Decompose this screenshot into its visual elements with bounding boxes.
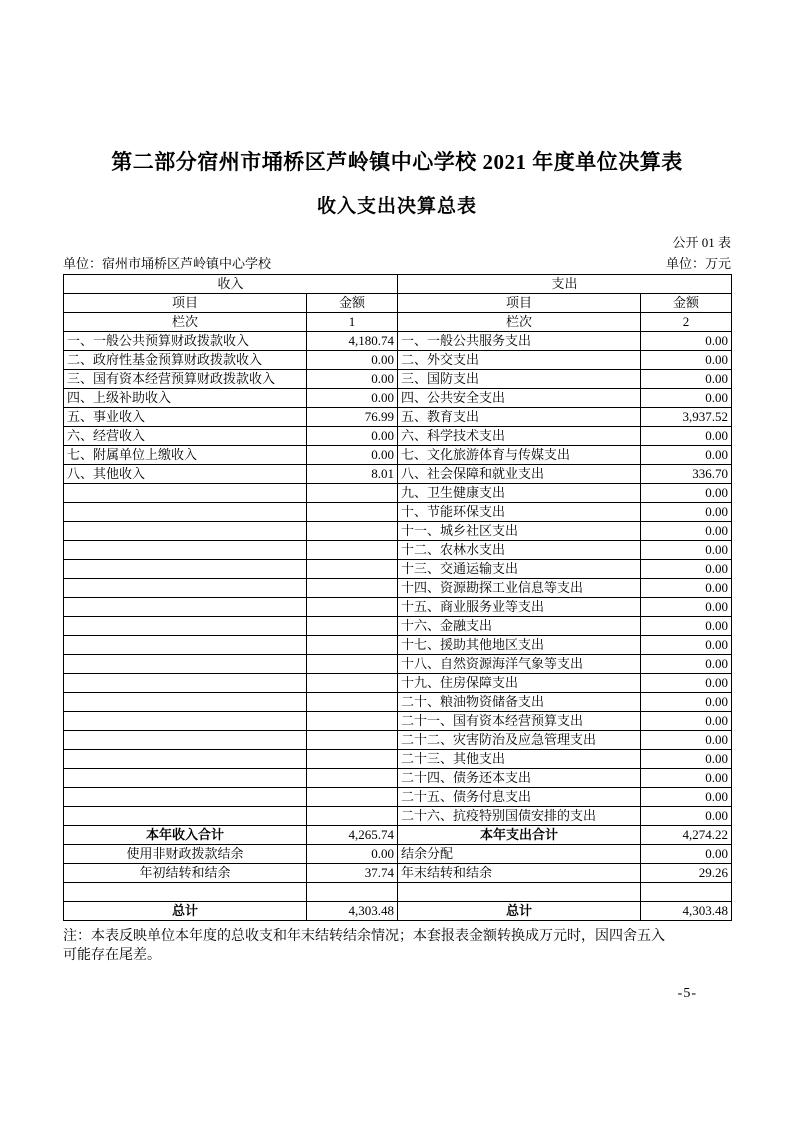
expense-amount-cell: 0.00 bbox=[641, 389, 732, 408]
income-item-cell: 使用非财政拨款结余 bbox=[64, 845, 307, 864]
expense-item-cell: 八、社会保障和就业支出 bbox=[398, 465, 641, 484]
table-row bbox=[64, 712, 732, 731]
expense-amount-cell: 29.26 bbox=[641, 864, 732, 883]
expense-item-cell: 十、节能环保支出 bbox=[398, 503, 641, 522]
expense-amount-cell: 0.00 bbox=[641, 598, 732, 617]
income-column-index-label: 栏次 bbox=[64, 313, 307, 332]
expense-amount-cell: 0.00 bbox=[641, 541, 732, 560]
income-item-cell bbox=[64, 560, 307, 579]
expense-item-cell: 十九、住房保障支出 bbox=[398, 674, 641, 693]
footnote: 注：本表反映单位本年度的总收支和年末结转结余情况；本套报表金额转换成万元时，因四舍五入可能存在尾差。 bbox=[63, 929, 665, 963]
income-item-cell: 二、政府性基金预算财政拨款收入 bbox=[64, 351, 307, 370]
expense-amount-cell: 0.00 bbox=[641, 427, 732, 446]
expense-item-cell: 二十、粮油物资储备支出 bbox=[398, 693, 641, 712]
expense-item-cell: 二十六、抗疫特别国债安排的支出 bbox=[398, 807, 641, 826]
expense-item-cell: 年末结转和结余 bbox=[398, 864, 641, 883]
income-amount-cell bbox=[307, 883, 398, 902]
unit-name: 单位：宿州市埇桥区芦岭镇中心学校 bbox=[63, 256, 272, 271]
table-row bbox=[64, 731, 732, 750]
expense-item-cell: 十二、农林水支出 bbox=[398, 541, 641, 560]
income-amount-cell bbox=[307, 674, 398, 693]
expense-item-cell: 四、公共安全支出 bbox=[398, 389, 641, 408]
expense-item-cell: 二十五、债务付息支出 bbox=[398, 788, 641, 807]
income-item-cell bbox=[64, 598, 307, 617]
expense-amount-cell: 0.00 bbox=[641, 788, 732, 807]
table-body bbox=[64, 332, 732, 921]
table-row bbox=[64, 446, 732, 465]
table-row bbox=[64, 503, 732, 522]
table-row bbox=[64, 484, 732, 503]
table-row bbox=[64, 750, 732, 769]
expense-item-cell: 一、一般公共服务支出 bbox=[398, 332, 641, 351]
column-header-row bbox=[64, 294, 732, 313]
table-row bbox=[64, 598, 732, 617]
income-amount-cell bbox=[307, 522, 398, 541]
table-row bbox=[64, 636, 732, 655]
expense-item-cell: 三、国防支出 bbox=[398, 370, 641, 389]
expense-item-cell: 二十二、灾害防治及应急管理支出 bbox=[398, 731, 641, 750]
expense-amount-cell: 4,274.22 bbox=[641, 826, 732, 845]
income-amount-cell bbox=[307, 750, 398, 769]
income-item-cell bbox=[64, 731, 307, 750]
income-amount-cell: 0.00 bbox=[307, 389, 398, 408]
expense-item-cell: 六、科学技术支出 bbox=[398, 427, 641, 446]
income-amount-cell: 37.74 bbox=[307, 864, 398, 883]
expense-amount-cell: 0.00 bbox=[641, 522, 732, 541]
column-index-row bbox=[64, 313, 732, 332]
expense-item-cell bbox=[398, 883, 641, 902]
income-item-cell bbox=[64, 807, 307, 826]
table-row bbox=[64, 332, 732, 351]
expense-amount-cell: 0.00 bbox=[641, 693, 732, 712]
income-amount-cell bbox=[307, 788, 398, 807]
expense-amount-cell: 3,937.52 bbox=[641, 408, 732, 427]
income-item-cell: 三、国有资本经营预算财政拨款收入 bbox=[64, 370, 307, 389]
expense-amount-cell: 0.00 bbox=[641, 636, 732, 655]
income-expense-table bbox=[63, 274, 732, 921]
expense-item-cell: 七、文化旅游体育与传媒支出 bbox=[398, 446, 641, 465]
expense-item-cell: 十四、资源勘探工业信息等支出 bbox=[398, 579, 641, 598]
expense-item-cell: 十一、城乡社区支出 bbox=[398, 522, 641, 541]
expense-item-cell: 五、教育支出 bbox=[398, 408, 641, 427]
table-row bbox=[64, 769, 732, 788]
expense-item-cell: 二十一、国有资本经营预算支出 bbox=[398, 712, 641, 731]
expense-item-cell: 总计 bbox=[398, 902, 641, 921]
income-item-cell bbox=[64, 712, 307, 731]
income-item-cell bbox=[64, 655, 307, 674]
expense-item-cell: 二十四、债务还本支出 bbox=[398, 769, 641, 788]
expense-amount-cell: 0.00 bbox=[641, 446, 732, 465]
expense-amount-cell: 0.00 bbox=[641, 845, 732, 864]
table-row bbox=[64, 351, 732, 370]
expense-item-header: 项目 bbox=[398, 294, 641, 313]
expense-item-cell: 十三、交通运输支出 bbox=[398, 560, 641, 579]
expense-item-cell: 结余分配 bbox=[398, 845, 641, 864]
table-row bbox=[64, 579, 732, 598]
income-item-cell bbox=[64, 503, 307, 522]
expense-column-index-label: 栏次 bbox=[398, 313, 641, 332]
expense-item-cell: 十六、金融支出 bbox=[398, 617, 641, 636]
income-item-cell: 四、上级补助收入 bbox=[64, 389, 307, 408]
table-row bbox=[64, 788, 732, 807]
income-amount-cell bbox=[307, 503, 398, 522]
income-item-cell bbox=[64, 636, 307, 655]
expense-amount-cell: 0.00 bbox=[641, 579, 732, 598]
income-item-cell: 总计 bbox=[64, 902, 307, 921]
expense-item-cell: 九、卫生健康支出 bbox=[398, 484, 641, 503]
income-item-cell: 七、附属单位上缴收入 bbox=[64, 446, 307, 465]
table-row bbox=[64, 864, 732, 883]
expense-amount-cell: 0.00 bbox=[641, 712, 732, 731]
table-row bbox=[64, 883, 732, 902]
table-row bbox=[64, 902, 732, 921]
income-amount-cell bbox=[307, 636, 398, 655]
income-amount-cell bbox=[307, 598, 398, 617]
income-amount-cell bbox=[307, 693, 398, 712]
table-row bbox=[64, 541, 732, 560]
unit-of-measure: 单位：万元 bbox=[665, 256, 731, 271]
expense-item-cell: 十八、自然资源海洋气象等支出 bbox=[398, 655, 641, 674]
income-amount-cell bbox=[307, 560, 398, 579]
income-amount-cell: 0.00 bbox=[307, 845, 398, 864]
income-item-cell bbox=[64, 522, 307, 541]
income-amount-cell bbox=[307, 731, 398, 750]
table-row bbox=[64, 370, 732, 389]
income-item-cell: 六、经营收入 bbox=[64, 427, 307, 446]
document-title: 第二部分宿州市埇桥区芦岭镇中心学校 2021 年度单位决算表 bbox=[111, 150, 683, 174]
income-amount-cell bbox=[307, 541, 398, 560]
expense-amount-cell: 0.00 bbox=[641, 351, 732, 370]
income-item-cell bbox=[64, 769, 307, 788]
income-column-number: 1 bbox=[307, 313, 398, 332]
expense-amount-cell: 4,303.48 bbox=[641, 902, 732, 921]
income-section-header: 收入 bbox=[64, 275, 398, 294]
expense-item-cell: 本年支出合计 bbox=[398, 826, 641, 845]
income-item-cell bbox=[64, 484, 307, 503]
expense-section-header: 支出 bbox=[398, 275, 732, 294]
expense-amount-cell: 0.00 bbox=[641, 332, 732, 351]
income-item-cell bbox=[64, 883, 307, 902]
table-row bbox=[64, 655, 732, 674]
section-header-row bbox=[64, 275, 732, 294]
expense-column-number: 2 bbox=[641, 313, 732, 332]
expense-amount-cell: 0.00 bbox=[641, 750, 732, 769]
table-row bbox=[64, 826, 732, 845]
table-row bbox=[64, 427, 732, 446]
income-item-cell: 八、其他收入 bbox=[64, 465, 307, 484]
income-amount-cell bbox=[307, 484, 398, 503]
table-row bbox=[64, 807, 732, 826]
income-amount-cell: 4,180.74 bbox=[307, 332, 398, 351]
expense-amount-cell: 0.00 bbox=[641, 731, 732, 750]
expense-item-cell: 二、外交支出 bbox=[398, 351, 641, 370]
page-number: -5- bbox=[677, 986, 697, 1001]
table-row bbox=[64, 522, 732, 541]
table-row bbox=[64, 408, 732, 427]
income-item-cell bbox=[64, 788, 307, 807]
expense-item-cell: 二十三、其他支出 bbox=[398, 750, 641, 769]
income-amount-cell bbox=[307, 617, 398, 636]
income-item-cell bbox=[64, 579, 307, 598]
income-amount-cell bbox=[307, 712, 398, 731]
table-row bbox=[64, 674, 732, 693]
expense-amount-cell: 0.00 bbox=[641, 655, 732, 674]
expense-amount-cell: 336.70 bbox=[641, 465, 732, 484]
income-item-cell: 年初结转和结余 bbox=[64, 864, 307, 883]
income-amount-cell: 76.99 bbox=[307, 408, 398, 427]
income-item-cell bbox=[64, 693, 307, 712]
expense-amount-cell: 0.00 bbox=[641, 484, 732, 503]
table-row bbox=[64, 845, 732, 864]
income-item-cell bbox=[64, 617, 307, 636]
income-amount-cell: 0.00 bbox=[307, 370, 398, 389]
expense-amount-cell: 0.00 bbox=[641, 769, 732, 788]
table-row bbox=[64, 389, 732, 408]
expense-item-cell: 十七、援助其他地区支出 bbox=[398, 636, 641, 655]
income-amount-cell: 0.00 bbox=[307, 351, 398, 370]
expense-amount-cell: 0.00 bbox=[641, 370, 732, 389]
table-row bbox=[64, 560, 732, 579]
income-amount-cell bbox=[307, 655, 398, 674]
expense-amount-cell: 0.00 bbox=[641, 807, 732, 826]
income-item-cell bbox=[64, 541, 307, 560]
income-item-cell: 本年收入合计 bbox=[64, 826, 307, 845]
expense-item-cell: 十五、商业服务业等支出 bbox=[398, 598, 641, 617]
document-subtitle: 收入支出决算总表 bbox=[316, 196, 477, 217]
income-item-header: 项目 bbox=[64, 294, 307, 313]
expense-amount-cell bbox=[641, 883, 732, 902]
table-row bbox=[64, 693, 732, 712]
expense-amount-cell: 0.00 bbox=[641, 560, 732, 579]
unit-line bbox=[63, 253, 731, 272]
table-row bbox=[64, 465, 732, 484]
income-item-cell: 一、一般公共预算财政拨款收入 bbox=[64, 332, 307, 351]
expense-amount-header: 金额 bbox=[641, 294, 732, 313]
income-amount-cell: 4,265.74 bbox=[307, 826, 398, 845]
income-amount-cell: 0.00 bbox=[307, 427, 398, 446]
income-item-cell bbox=[64, 750, 307, 769]
income-amount-cell: 0.00 bbox=[307, 446, 398, 465]
income-amount-cell: 4,303.48 bbox=[307, 902, 398, 921]
form-code: 公开 01 表 bbox=[672, 235, 731, 250]
income-item-cell bbox=[64, 674, 307, 693]
expense-amount-cell: 0.00 bbox=[641, 503, 732, 522]
income-amount-cell bbox=[307, 579, 398, 598]
table-row bbox=[64, 617, 732, 636]
income-amount-cell: 8.01 bbox=[307, 465, 398, 484]
income-amount-header: 金额 bbox=[307, 294, 398, 313]
income-amount-cell bbox=[307, 769, 398, 788]
expense-amount-cell: 0.00 bbox=[641, 674, 732, 693]
expense-amount-cell: 0.00 bbox=[641, 617, 732, 636]
income-amount-cell bbox=[307, 807, 398, 826]
document-content bbox=[63, 0, 731, 966]
income-item-cell: 五、事业收入 bbox=[64, 408, 307, 427]
